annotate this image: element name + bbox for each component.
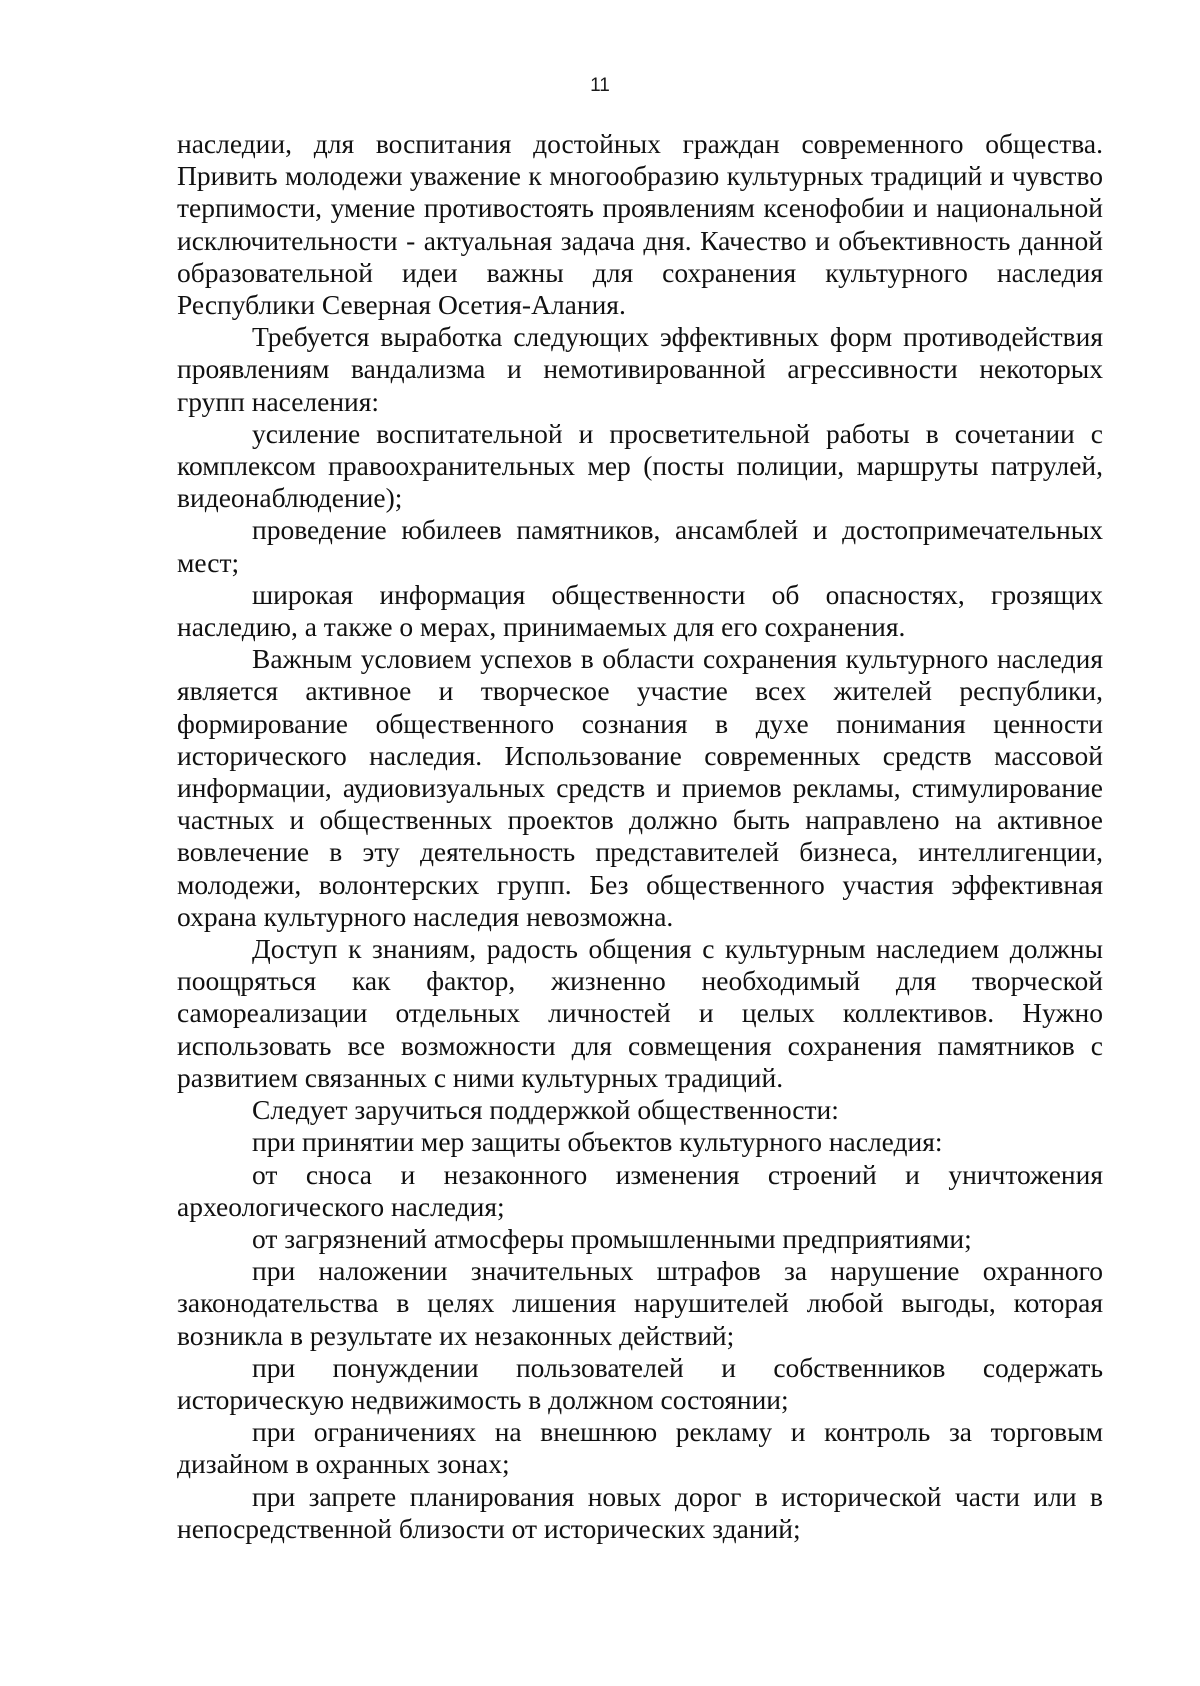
page-number: 11 [590, 75, 610, 96]
list-item-anniversaries: проведение юбилеев памятников, ансамблей и достопримечательных мест; [177, 514, 1103, 578]
list-item-protection-measures: при принятии мер защиты объектов культурного наследия: [252, 1126, 943, 1158]
list-item-educational-work: усиление воспитательной и просветительной работы в сочетании с комплексом правоохранительных мер (посты полиции, маршруты патрулей, видеонаблюдение); [177, 417, 1103, 514]
list-item-demolition: от сноса и незаконного изменения строений и уничтожения археологического наследия; [177, 1158, 1103, 1222]
list-item-fines: при наложении значительных штрафов за нарушение охранного законодательства в целях лишения нарушителей любой выгоды, которая возникла в результате их незаконных действий; [177, 1255, 1103, 1351]
list-item-advertising: при ограничениях на внешнюю рекламу и контроль за торговым дизайном в охранных зонах; [177, 1416, 1103, 1480]
paragraph-public-support: Следует заручиться поддержкой общественности: [252, 1094, 839, 1126]
document-body [177, 128, 1103, 1545]
list-item-owners: при понуждении пользователей и собственников содержать историческую недвижимость в должном состоянии; [177, 1351, 1103, 1415]
list-item-public-information: широкая информация общественности об опасностях, грозящих наследию, а также о мерах, принимаемых для его сохранения. [177, 578, 1103, 643]
paragraph-counteraction-forms: Требуется выработка следующих эффективных форм противодействия проявлениям вандализма и немотивированной агрессивности некоторых групп населения: [177, 321, 1103, 417]
list-item-pollution: от загрязнений атмосферы промышленными предприятиями; [252, 1222, 972, 1254]
paragraph-public-participation: Важным условием успехов в области сохранения культурного наследия является активное и творческое участие всех жителей республики, формирование общественного сознания в духе понимания ценности исторического наследия. Использование современных средств массовой информации, аудиовизуальных средств и приемов рекламы, стимулирование частных и общественных проектов должно быть направлено на активное вовлечение в эту деятельность представителей бизнеса, интеллигенции, молодежи, волонтерских групп. Без общественного участия эффективная охрана культурного наследия невозможна. [177, 643, 1103, 932]
list-item-roads: при запрете планирования новых дорог в исторической части или в непосредственной близости от исторических зданий; [177, 1480, 1103, 1544]
paragraph-access-to-knowledge: Доступ к знаниям, радость общения с культурным наследием должны поощряться как фактор, жизненно необходимый для творческой самореализации отдельных личностей и целых коллективов. Нужно использовать все возможности для совмещения сохранения памятников с развитием связанных с ними культурных традиций. [177, 933, 1103, 1093]
paragraph-heritage-education: наследии, для воспитания достойных граждан современного общества. Привить молодежи уважение к многообразию культурных традиций и чувство терпимости, умение противостоять проявлениям ксенофобии и национальной исключительности - актуальная задача дня. Качество и объективность данной образовательной идеи важны для сохранения культурного наследия Республики Северная Осетия-Алания. [177, 128, 1103, 321]
